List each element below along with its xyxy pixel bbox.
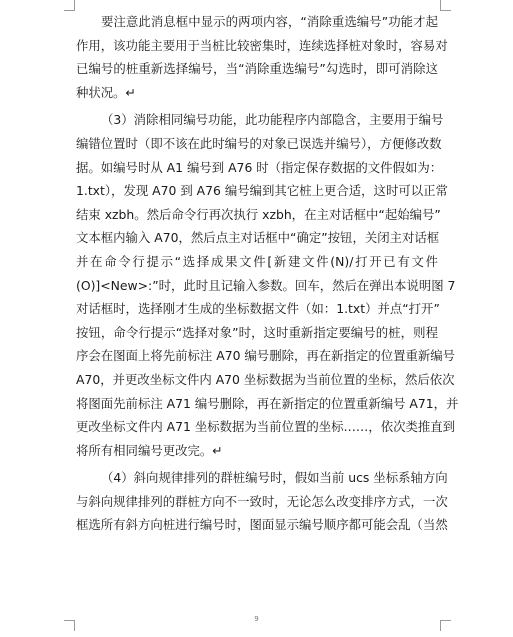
- text-line: 文本框内输入 A70，然后点主对话框中“确定”按钮，关闭主对话框: [76, 230, 440, 246]
- text-line: 序会在图面上将先前标注 A70 编号删除，再在新指定的位置重新编号: [76, 348, 456, 364]
- text-line: 1.txt），发现 A70 到 A76 编号编到其它桩上更合适，这时可以正常: [76, 183, 448, 199]
- document-body: [76, 10, 459, 537]
- text-line: 更改坐标文件内 A71 坐标数据为当前位置的坐标……，依次类推直到: [76, 419, 456, 435]
- text-line: 并在命令行提示“选择成果文件[新建文件(N)/打开已有文件: [76, 253, 438, 269]
- text-line: 框选所有斜方向桩进行编号时，图面显示编号顺序都可能会乱（当然: [76, 517, 448, 533]
- text-line: 将所有相同编号更改完。↵: [76, 442, 223, 458]
- page-number: 9: [254, 615, 259, 623]
- text-line: (O)]<New>:”时，此时且记输入参数。回车，然后在弹出本说明图 7: [76, 277, 456, 293]
- paragraph: [76, 108, 459, 462]
- text-line: 结束 xzbh。然后命令行再次执行 xzbh，在主对话框中“起始编号”: [76, 206, 441, 222]
- text-line: 种状况。↵: [76, 84, 136, 100]
- text-line: 按钮，命令行提示“选择对象”时，这时重新指定要编号的桩，则程: [76, 324, 438, 340]
- paragraph: [76, 466, 448, 537]
- text-line: 要注意此消息框中显示的两项内容，“消除重选编号”功能才起: [101, 14, 438, 29]
- crop-mark-top-right: [440, 0, 451, 11]
- text-line: （3）消除相同编号功能，此功能程序内部隐含，主要用于编号: [101, 112, 444, 128]
- crop-mark-top-left: [64, 0, 75, 11]
- text-line: 编错位置时（即不该在此时编号的对象已误选并编号），方便修改数: [76, 135, 442, 151]
- text-line: 据。如编号时从 A1 编号到 A76 时（指定保存数据的文件假如为：: [76, 159, 443, 175]
- text-line: （4）斜向规律排列的群桩编号时，假如当前 ucs 坐标系轴方向: [101, 470, 448, 486]
- text-line: 将图面先前标注 A71 编号删除，再在新指定的位置重新编号 A71，并: [76, 395, 459, 411]
- text-line: 对话框时，选择刚才生成的坐标数据文件（如：1.txt）并点“打开”: [76, 301, 440, 317]
- text-line: A70，并更改坐标文件内 A70 坐标数据为当前位置的坐标，然后依次: [76, 371, 455, 387]
- text-line: 作用，该功能主要用于当桩比较密集时，连续选择桩对象时，容易对: [76, 37, 448, 53]
- text-line: 已编号的桩重新选择编号，当“消除重选编号”勾选时，即可消除这: [76, 61, 438, 77]
- paragraph: [76, 10, 448, 104]
- text-line: 与斜向规律排列的群桩方向不一致时，无论怎么改变排序方式，一次: [76, 493, 448, 509]
